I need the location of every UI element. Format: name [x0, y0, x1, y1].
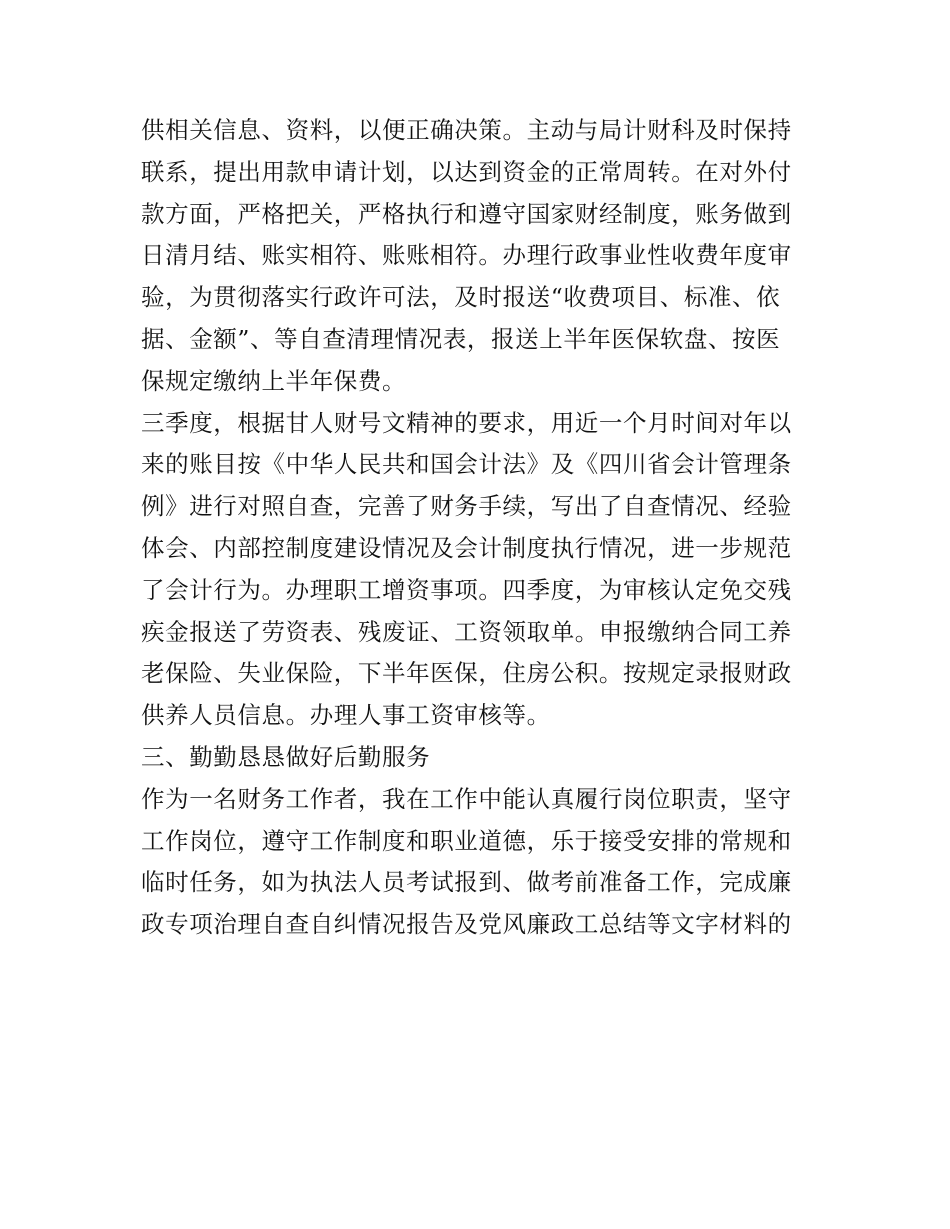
text-line: 保规定缴纳上半年保费。 [141, 366, 407, 395]
text-line: 了会计行为。办理职工增资事项。四季度，为审核认定免交残 [141, 575, 792, 604]
text-line: 来的账目按《中华人民共和国会计法》及《四川省会计管理条 [141, 450, 792, 479]
text-line: 三季度，根据甘人财号文精神的要求，用近一个月时间对年以 [141, 408, 792, 437]
text-line: 供相关信息、资料，以便正确决策。主动与局计财科及时保持 [141, 116, 792, 144]
text-line: 工作岗位，遵守工作制度和职业道德，乐于接受安排的常规和 [141, 826, 792, 855]
text-line: 体会、内部控制度建设情况及会计制度执行情况，进一步规范 [141, 533, 792, 562]
document-body [141, 110, 821, 946]
text-line: 临时任务，如为执法人员考试报到、做考前准备工作，完成廉 [141, 868, 792, 897]
text-line: 验，为贯彻落实行政许可法，及时报送“收费项目、标准、依 [141, 283, 781, 312]
text-line: 日清月结、账实相符、账账相符。办理行政事业性收费年度审 [141, 241, 792, 270]
text-line: 老保险、失业保险，下半年医保，住房公积。按规定录报财政 [141, 659, 792, 688]
text-line: 疾金报送了劳资表、残废证、工资领取单。申报缴纳合同工养 [141, 617, 792, 646]
text-line: 作为一名财务工作者，我在工作中能认真履行岗位职责，坚守 [141, 784, 792, 813]
text-line: 联系，提出用款申请计划，以达到资金的正常周转。在对外付 [141, 157, 792, 186]
text-line: 据、金额”、等自查清理情况表，报送上半年医保软盘、按医 [141, 324, 781, 353]
section-heading: 三、勤勤恳恳做好后勤服务 [141, 742, 431, 771]
text-line: 供养人员信息。办理人事工资审核等。 [141, 701, 551, 730]
text-line: 款方面，严格把关，严格执行和遵守国家财经制度，账务做到 [141, 199, 792, 228]
text-line: 例》进行对照自查，完善了财务手续，写出了自查情况、经验 [141, 492, 792, 521]
text-line: 政专项治理自查自纠情况报告及党风廉政工总结等文字材料的 [141, 910, 792, 939]
